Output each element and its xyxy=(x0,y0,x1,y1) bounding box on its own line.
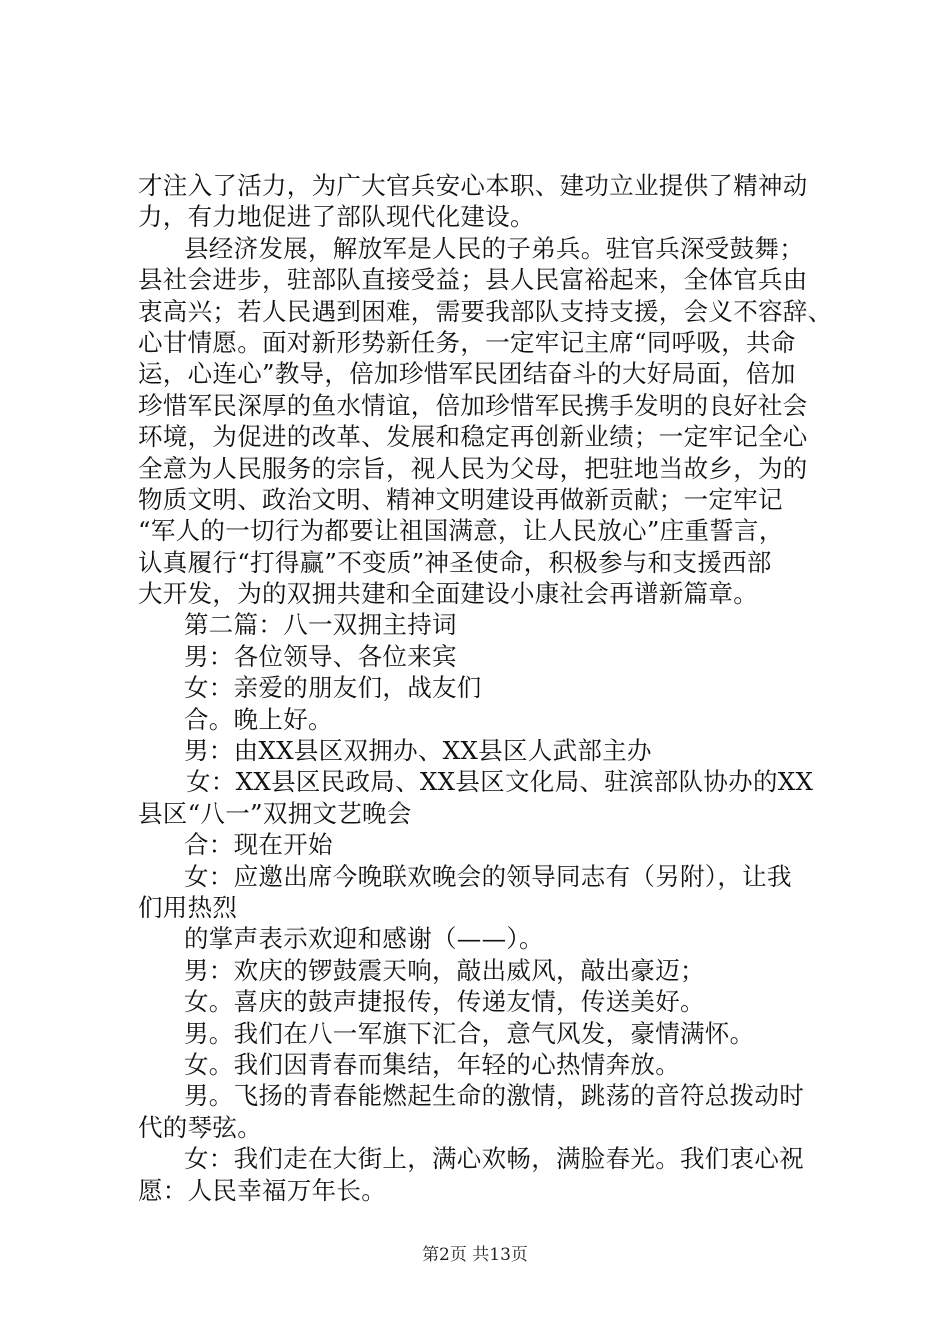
text-line: 衷高兴；若人民遇到困难，需要我部队支持支援，会义不容辞、 xyxy=(138,296,833,326)
text-line: 县区“八一”双拥文艺晚会 xyxy=(138,798,412,828)
text-line: 的掌声表示欢迎和感谢（——）。 xyxy=(184,924,544,954)
text-line: 县社会进步，驻部队直接受益；县人民富裕起来，全体官兵由 xyxy=(138,265,808,295)
text-line: 物质文明、政治文明、精神文明建设再做新贡献；一定牢记 xyxy=(138,484,783,514)
text-line: 愿：人民幸福万年长。 xyxy=(138,1175,386,1205)
text-line: 合：现在开始 xyxy=(184,830,333,860)
text-line: 们用热烈 xyxy=(138,892,238,922)
text-line: 男：欢庆的锣鼓震天响，敲出威风，敲出豪迈； xyxy=(184,955,705,985)
text-line: 县经济发展，解放军是人民的子弟兵。驻官兵深受鼓舞； xyxy=(184,233,804,263)
text-line: 才注入了活力，为广大官兵安心本职、建功立业提供了精神动 xyxy=(138,171,808,200)
text-line: 运，心连心”教导，倍加珍惜军民团结奋斗的大好局面，倍加 xyxy=(138,359,796,389)
text-line: 珍惜军民深厚的鱼水情谊，倍加珍惜军民携手发明的良好社会 xyxy=(138,390,808,420)
text-line: 大开发，为的双拥共建和全面建设小康社会再谱新篇章。 xyxy=(138,579,758,609)
page-number: 第2页 共13页 xyxy=(422,1245,528,1265)
text-line: 心甘情愿。面对新形势新任务，一定牢记主席“同呼吸，共命 xyxy=(138,327,796,357)
text-line: 女：XX县区民政局、XX县区文化局、驻滨部队协办的XX xyxy=(186,767,814,797)
text-line: 全意为人民服务的宗旨，视人民为父母，把驻地当故乡，为的 xyxy=(138,453,808,483)
text-line: 代的琴弦。 xyxy=(138,1112,262,1142)
text-line: 男：由XX县区双拥办、XX县区人武部主办 xyxy=(184,736,652,766)
text-line: 力，有力地促进了部队现代化建设。 xyxy=(138,202,535,232)
text-line: 女：亲爱的朋友们，战友们 xyxy=(184,673,482,703)
text-line: 男。飞扬的青春能燃起生命的激情，跳荡的音符总拨动时 xyxy=(184,1081,804,1111)
text-line: 女：我们走在大街上，满心欢畅，满脸春光。我们衷心祝 xyxy=(184,1144,804,1174)
text-line: 环境，为促进的改革、发展和稳定再创新业绩；一定牢记全心 xyxy=(138,422,808,452)
text-line: 女：应邀出席今晚联欢晚会的领导同志有（另附），让我 xyxy=(184,861,792,891)
text-line: 男。我们在八一军旗下汇合，意气风发，豪情满怀。 xyxy=(184,1018,755,1048)
text-line: 认真履行“打得赢”不变质”神圣使命，积极参与和支援西部 xyxy=(138,547,772,577)
document-body xyxy=(138,170,838,1206)
text-line: 女。喜庆的鼓声捷报传，传递友情，传送美好。 xyxy=(184,987,705,1017)
text-line: 合。晚上好。 xyxy=(184,704,333,734)
text-line: 女。我们因青春而集结，年轻的心热情奔放。 xyxy=(184,1049,680,1079)
text-line: 男：各位领导、各位来宾 xyxy=(184,641,457,671)
text-line: “军人的一切行为都要让祖国满意，让人民放心”庄重誓言， xyxy=(138,516,784,546)
section-heading: 第二篇：八一双拥主持词 xyxy=(184,610,457,640)
